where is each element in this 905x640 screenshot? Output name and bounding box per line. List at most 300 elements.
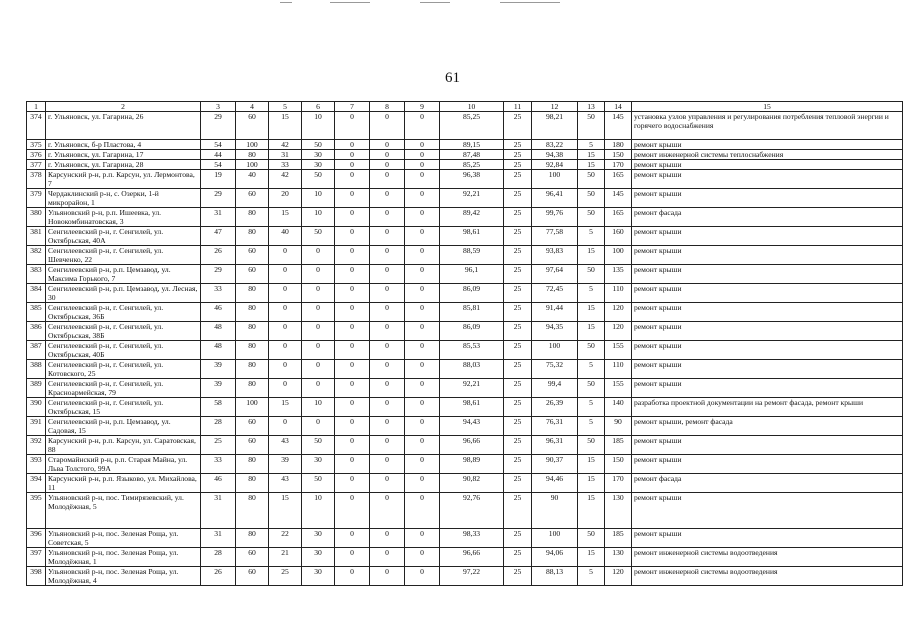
table-cell: 0 [370,474,405,493]
table-cell: 26,39 [532,398,578,417]
address-cell: Ульяновский р-н, пос. Зеленая Роща, ул. Молодёжная, 4 [46,567,201,586]
table-cell: 0 [302,265,335,284]
table-cell: 54 [201,140,236,150]
table-cell: 25 [504,398,532,417]
table-cell: 96,38 [440,170,504,189]
table-cell: 89,15 [440,140,504,150]
row-number-cell: 381 [27,227,46,246]
table-cell: 96,66 [440,548,504,567]
column-header: 1 [27,102,46,112]
column-header: 9 [405,102,440,112]
row-number-cell: 391 [27,417,46,436]
column-header: 8 [370,102,405,112]
table-cell: 0 [370,493,405,529]
table-cell: 94,46 [532,474,578,493]
table-cell: 28 [201,417,236,436]
table-row [27,398,903,417]
table-cell: 0 [269,322,302,341]
work-type-cell: ремонт крыши [632,436,903,455]
table-cell: 0 [405,284,440,303]
table-cell: 40 [236,170,269,189]
table-cell: 0 [335,160,370,170]
work-type-cell: ремонт крыши [632,303,903,322]
table-cell: 42 [269,170,302,189]
table-cell: 0 [405,341,440,360]
work-type-cell: ремонт крыши [632,529,903,548]
table-cell: 80 [236,227,269,246]
table-cell: 0 [405,398,440,417]
row-number-cell: 376 [27,150,46,160]
work-type-cell: ремонт фасада [632,474,903,493]
table-cell: 0 [335,140,370,150]
work-type-cell: ремонт фасада [632,208,903,227]
table-cell: 150 [605,150,632,160]
table-cell: 25 [504,529,532,548]
table-cell: 100 [532,170,578,189]
table-cell: 48 [201,322,236,341]
table-cell: 60 [236,189,269,208]
work-type-cell: разработка проектной документации на ремонт фасада, ремонт крыши [632,398,903,417]
table-cell: 25 [504,284,532,303]
table-cell: 165 [605,170,632,189]
table-cell: 15 [578,160,605,170]
table-cell: 25 [201,436,236,455]
table-cell: 5 [578,360,605,379]
address-cell: Старомайнский р-н, р.п. Старая Майна, ул. Льва Толстого, 99А [46,455,201,474]
table-cell: 89,42 [440,208,504,227]
table-row [27,341,903,360]
table-cell: 80 [236,455,269,474]
table-cell: 44 [201,150,236,160]
housing-repair-table [26,101,903,586]
work-type-cell: ремонт крыши [632,189,903,208]
table-cell: 25 [504,417,532,436]
table-cell: 0 [405,112,440,140]
address-cell: Сенгилеевский р-н, г. Сенгилей, ул. Октябрьская, 40Б [46,341,201,360]
row-number-cell: 390 [27,398,46,417]
table-cell: 60 [236,417,269,436]
row-number-cell: 382 [27,246,46,265]
table-cell: 0 [405,265,440,284]
table-cell: 0 [335,170,370,189]
work-type-cell: ремонт крыши [632,360,903,379]
table-cell: 5 [578,140,605,150]
table-cell: 0 [302,379,335,398]
table-cell: 0 [405,529,440,548]
table-cell: 0 [370,567,405,586]
table-cell: 25 [504,150,532,160]
table-cell: 0 [405,189,440,208]
table-cell: 19 [201,170,236,189]
table-cell: 98,33 [440,529,504,548]
work-type-cell: ремонт инженерной системы водоотведения [632,548,903,567]
table-cell: 60 [236,265,269,284]
table-cell: 94,06 [532,548,578,567]
table-cell: 0 [370,529,405,548]
table-cell: 30 [302,455,335,474]
table-cell: 185 [605,529,632,548]
work-type-cell: ремонт крыши [632,265,903,284]
address-cell: Сенгилеевский р-н, г. Сенгилей, ул. Шевченко, 22 [46,246,201,265]
table-cell: 0 [335,265,370,284]
table-cell: 165 [605,208,632,227]
table-body [27,112,903,586]
table-cell: 0 [335,474,370,493]
table-cell: 96,31 [532,436,578,455]
table-cell: 170 [605,160,632,170]
table-cell: 15 [269,493,302,529]
table-row [27,474,903,493]
table-cell: 0 [370,140,405,150]
table-cell: 25 [504,160,532,170]
table-cell: 25 [504,567,532,586]
row-number-cell: 375 [27,140,46,150]
table-cell: 100 [532,341,578,360]
table-cell: 80 [236,474,269,493]
table-cell: 100 [236,160,269,170]
table-cell: 0 [370,455,405,474]
work-type-cell: ремонт крыши, ремонт фасада [632,417,903,436]
table-cell: 97,64 [532,265,578,284]
table-cell: 85,81 [440,303,504,322]
table-cell: 93,83 [532,246,578,265]
work-type-cell: установка узлов управления и регулирования потребления тепловой энергии и горячего водоснабжения [632,112,903,140]
table-cell: 25 [504,474,532,493]
table-row [27,360,903,379]
table-cell: 80 [236,303,269,322]
table-row [27,436,903,455]
table-cell: 60 [236,436,269,455]
table-cell: 80 [236,360,269,379]
table-cell: 100 [236,398,269,417]
table-cell: 150 [605,455,632,474]
table-cell: 0 [335,398,370,417]
table-cell: 43 [269,436,302,455]
address-cell: Чердаклинский р-н, с. Озерки, 1-й микрорайон, 1 [46,189,201,208]
table-cell: 5 [578,567,605,586]
address-cell: г. Ульяновск, б-р Пластова, 4 [46,140,201,150]
table-cell: 5 [578,227,605,246]
table-cell: 50 [302,170,335,189]
table-cell: 94,43 [440,417,504,436]
table-cell: 30 [302,529,335,548]
row-number-cell: 383 [27,265,46,284]
row-number-cell: 388 [27,360,46,379]
table-cell: 54 [201,160,236,170]
table-row [27,150,903,160]
table-cell: 96,41 [532,189,578,208]
table-cell: 0 [370,150,405,160]
table-row [27,303,903,322]
table-cell: 0 [335,322,370,341]
table-cell: 98,61 [440,227,504,246]
table-cell: 120 [605,322,632,341]
table-cell: 80 [236,493,269,529]
table-cell: 50 [302,140,335,150]
table-cell: 0 [335,360,370,379]
table-cell: 155 [605,379,632,398]
table-cell: 25 [504,227,532,246]
table-cell: 15 [269,208,302,227]
table-cell: 0 [405,548,440,567]
table-cell: 0 [335,208,370,227]
table-cell: 135 [605,265,632,284]
table-cell: 0 [269,360,302,379]
table-cell: 25 [504,548,532,567]
address-cell: Карсунский р-н, р.п. Карсун, ул. Саратовская, 88 [46,436,201,455]
table-cell: 120 [605,567,632,586]
table-cell: 0 [269,284,302,303]
table-cell: 25 [504,436,532,455]
top-scan-marks [0,0,905,12]
table-cell: 10 [302,208,335,227]
table-row [27,227,903,246]
table-cell: 50 [302,436,335,455]
table-cell: 97,22 [440,567,504,586]
table-cell: 25 [504,208,532,227]
table-cell: 0 [370,160,405,170]
table-cell: 0 [405,246,440,265]
table-cell: 145 [605,112,632,140]
table-cell: 0 [302,360,335,379]
table-cell: 42 [269,140,302,150]
table-cell: 25 [504,140,532,150]
table-cell: 80 [236,322,269,341]
table-cell: 96,66 [440,436,504,455]
table-cell: 0 [405,303,440,322]
table-cell: 0 [370,360,405,379]
address-cell: Сенгилеевский р-н, г. Сенгилей, ул. Красноармейская, 79 [46,379,201,398]
table-cell: 0 [335,284,370,303]
table-row [27,548,903,567]
table-row [27,379,903,398]
table-cell: 15 [578,322,605,341]
column-header: 2 [46,102,201,112]
table-cell: 10 [302,493,335,529]
work-type-cell: ремонт крыши [632,493,903,529]
table-cell: 0 [405,140,440,150]
table-cell: 0 [370,265,405,284]
table-cell: 0 [370,189,405,208]
table-cell: 29 [201,112,236,140]
table-cell: 0 [335,112,370,140]
address-cell: Ульяновский р-н, пос. Тимирязевский, ул. Молодёжная, 5 [46,493,201,529]
work-type-cell: ремонт крыши [632,379,903,398]
address-cell: Сенгилеевский р-н, г. Сенгилей, ул. Октябрьская, 36Б [46,303,201,322]
table-cell: 0 [370,284,405,303]
table-cell: 43 [269,474,302,493]
table-cell: 85,25 [440,112,504,140]
table-cell: 0 [302,303,335,322]
row-number-cell: 379 [27,189,46,208]
address-cell: Ульяновский р-н, р.п. Ишеевка, ул. Новокомбинатовская, 3 [46,208,201,227]
table-cell: 0 [405,208,440,227]
row-number-cell: 395 [27,493,46,529]
table-cell: 26 [201,246,236,265]
table-cell: 25 [504,360,532,379]
table-cell: 48 [201,341,236,360]
table-cell: 39 [201,360,236,379]
row-number-cell: 394 [27,474,46,493]
table-cell: 0 [370,227,405,246]
table-row [27,140,903,150]
table-cell: 15 [269,112,302,140]
table-cell: 0 [302,417,335,436]
table-cell: 0 [269,341,302,360]
column-header: 11 [504,102,532,112]
table-cell: 58 [201,398,236,417]
table-row [27,322,903,341]
table-row [27,455,903,474]
table-cell: 88,03 [440,360,504,379]
table-header [27,102,903,112]
table-cell: 0 [302,246,335,265]
table-cell: 90,82 [440,474,504,493]
table-row [27,417,903,436]
table-cell: 110 [605,360,632,379]
row-number-cell: 398 [27,567,46,586]
table-cell: 25 [269,567,302,586]
table-cell: 60 [236,246,269,265]
table-cell: 86,09 [440,322,504,341]
table-row [27,284,903,303]
table-cell: 0 [335,246,370,265]
table-cell: 85,25 [440,160,504,170]
table-cell: 33 [201,284,236,303]
table-cell: 22 [269,529,302,548]
table-cell: 10 [302,189,335,208]
address-cell: г. Ульяновск, ул. Гагарина, 26 [46,112,201,140]
table-cell: 29 [201,265,236,284]
table-cell: 25 [504,322,532,341]
table-cell: 60 [236,112,269,140]
table-cell: 31 [201,208,236,227]
table-cell: 5 [578,284,605,303]
table-cell: 10 [302,398,335,417]
table-cell: 15 [578,246,605,265]
table-cell: 25 [504,455,532,474]
address-cell: Сенгилеевский р-н, р.п. Цемзавод, ул. Лесная, 30 [46,284,201,303]
table-cell: 15 [578,493,605,529]
table-cell: 100 [236,140,269,150]
table-cell: 0 [335,436,370,455]
table-cell: 185 [605,436,632,455]
table-cell: 130 [605,493,632,529]
table-cell: 50 [302,474,335,493]
table-cell: 120 [605,303,632,322]
row-number-cell: 378 [27,170,46,189]
table-cell: 0 [370,322,405,341]
table-cell: 50 [578,189,605,208]
table-cell: 50 [578,436,605,455]
table-cell: 33 [269,160,302,170]
work-type-cell: ремонт крыши [632,322,903,341]
table-cell: 155 [605,341,632,360]
table-cell: 0 [269,265,302,284]
row-number-cell: 389 [27,379,46,398]
address-cell: Ульяновский р-н, пос. Зеленая Роща, ул. Молодёжная, 1 [46,548,201,567]
table-cell: 92,21 [440,379,504,398]
table-cell: 98,21 [532,112,578,140]
table-cell: 25 [504,379,532,398]
table-cell: 60 [236,567,269,586]
table-cell: 25 [504,170,532,189]
work-type-cell: ремонт крыши [632,227,903,246]
row-number-cell: 385 [27,303,46,322]
column-header: 5 [269,102,302,112]
row-number-cell: 384 [27,284,46,303]
table-cell: 50 [578,112,605,140]
table-cell: 0 [370,303,405,322]
table-cell: 87,48 [440,150,504,160]
table-cell: 0 [405,379,440,398]
row-number-cell: 392 [27,436,46,455]
row-number-cell: 377 [27,160,46,170]
table-cell: 72,45 [532,284,578,303]
table-row [27,208,903,227]
address-cell: Сенгилеевский р-н, г. Сенгилей, ул. Октябрьская, 15 [46,398,201,417]
table-cell: 83,22 [532,140,578,150]
table-cell: 92,84 [532,160,578,170]
table-cell: 99,76 [532,208,578,227]
table-cell: 50 [578,170,605,189]
table-cell: 180 [605,140,632,150]
table-cell: 0 [335,227,370,246]
table-cell: 25 [504,265,532,284]
table-cell: 31 [269,150,302,160]
table-cell: 96,1 [440,265,504,284]
row-number-cell: 396 [27,529,46,548]
table-cell: 30 [302,150,335,160]
table-cell: 0 [269,379,302,398]
table-cell: 140 [605,398,632,417]
address-cell: г. Ульяновск, ул. Гагарина, 28 [46,160,201,170]
table-cell: 94,38 [532,150,578,160]
table-cell: 0 [269,303,302,322]
table-cell: 100 [605,246,632,265]
table-cell: 0 [405,417,440,436]
table-cell: 0 [335,303,370,322]
table-cell: 86,09 [440,284,504,303]
address-cell: Сенгилеевский р-н, г. Сенгилей, ул. Октябрьская, 38Б [46,322,201,341]
table-cell: 0 [405,493,440,529]
table-cell: 47 [201,227,236,246]
table-cell: 10 [302,112,335,140]
table-cell: 91,44 [532,303,578,322]
table-cell: 75,32 [532,360,578,379]
table-cell: 46 [201,474,236,493]
table-cell: 77,58 [532,227,578,246]
table-cell: 0 [302,284,335,303]
table-cell: 0 [370,170,405,189]
table-cell: 98,61 [440,398,504,417]
table-cell: 0 [335,493,370,529]
table-cell: 0 [335,417,370,436]
table-cell: 29 [201,189,236,208]
column-header: 10 [440,102,504,112]
table-cell: 0 [405,567,440,586]
work-type-cell: ремонт инженерной системы водоотведения [632,567,903,586]
table-cell: 26 [201,567,236,586]
table-cell: 50 [302,227,335,246]
work-type-cell: ремонт крыши [632,170,903,189]
table-cell: 170 [605,474,632,493]
table-cell: 0 [405,150,440,160]
table-cell: 0 [335,529,370,548]
table-cell: 28 [201,548,236,567]
column-header: 14 [605,102,632,112]
table-cell: 15 [578,303,605,322]
